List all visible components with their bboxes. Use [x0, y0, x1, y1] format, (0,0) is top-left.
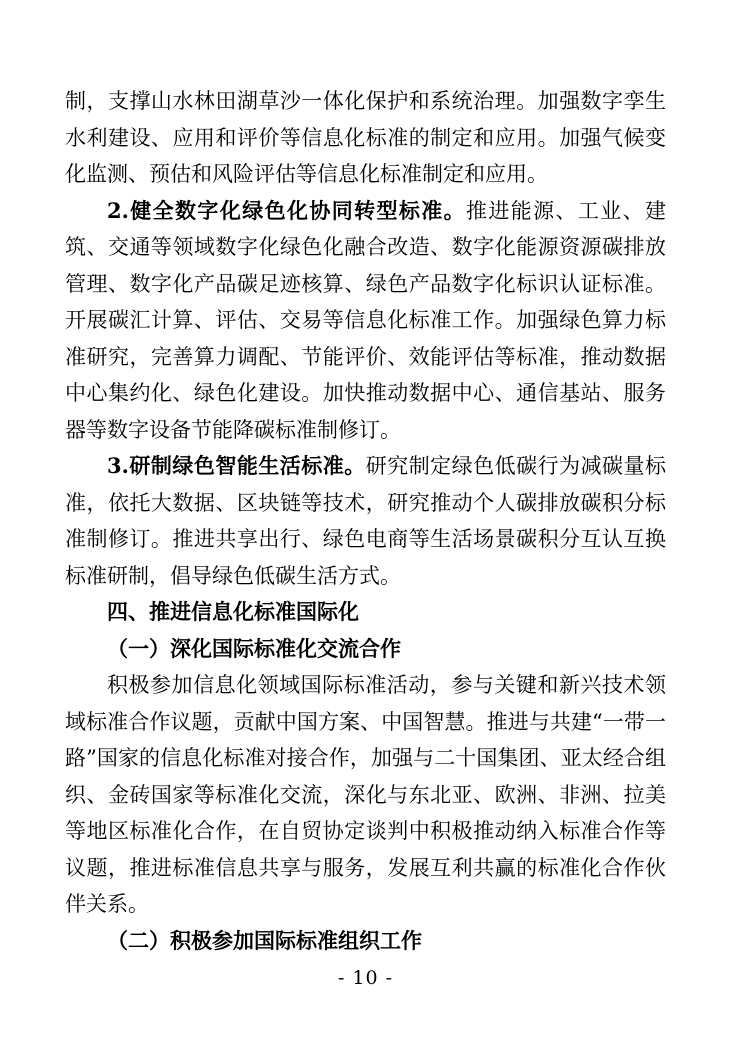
paragraph-item-2-lead: 2.健全数字化绿色化协同转型标准。 [107, 197, 466, 223]
page-footer [0, 966, 731, 990]
paragraph-intl-cooperation: 积极参加信息化领域国际标准活动，参与关键和新兴技术领域标准合作议题，贡献中国方案、中国智慧。推进与共建“一带一路”国家的信息化标准对接合作，加强与二十国集团、亚太经合组织、金砖国家等标准化交流，深化与东北亚、欧洲、非洲、拉美等地区标准化合作，在自贸协定谈判中积极推动纳入标准合作等议题，推进标准信息共享与服务，发展互利共赢的标准化合作伙伴关系。 [65, 673, 666, 916]
paragraph-item-2 [65, 193, 666, 449]
section-heading-4: 四、推进信息化标准国际化 [107, 599, 359, 624]
subsection-heading-4-2: （二）积极参加国际标准组织工作 [107, 927, 422, 953]
paragraph-item-3-body: 研究制定绿色低碳行为减碳量标准，依托大数据、区块链等技术，研究推动个人碳排放碳积分标准制修订。推进共享出行、绿色电商等生活场景碳积分互认互换标准研制，倡导绿色低碳生活方式。 [65, 454, 667, 588]
document-body [65, 83, 666, 959]
paragraph-item-2-body: 推进能源、工业、建筑、交通等领域数字化绿色化融合改造、数字化能源资源碳排放管理、数字化产品碳足迹核算、绿色产品数字化标识认证标准。开展碳汇计算、评估、交易等信息化标准工作。加强绿色算力标准研究，完善算力调配、节能评价、效能评估等标准，推动数据中心集约化、绿色化建设。加快推动数据中心、通信基站、服务器等数字设备节能降碳标准制修订。 [65, 198, 667, 442]
subsection-heading-4-1: （一）深化国际标准化交流合作 [107, 635, 401, 661]
paragraph-item-3-lead: 3.研制绿色智能生活标准。 [107, 453, 366, 478]
paragraph-item-3 [65, 448, 666, 594]
paragraph-continuation: 制，支撑山水林田湖草沙一体化保护和系统治理。加强数字孪生水利建设、应用和评价等信息化标准的制定和应用。加强气候变化监测、预估和风险评估等信息化标准制定和应用。 [65, 89, 666, 186]
page-number: - 10 - [337, 967, 394, 989]
